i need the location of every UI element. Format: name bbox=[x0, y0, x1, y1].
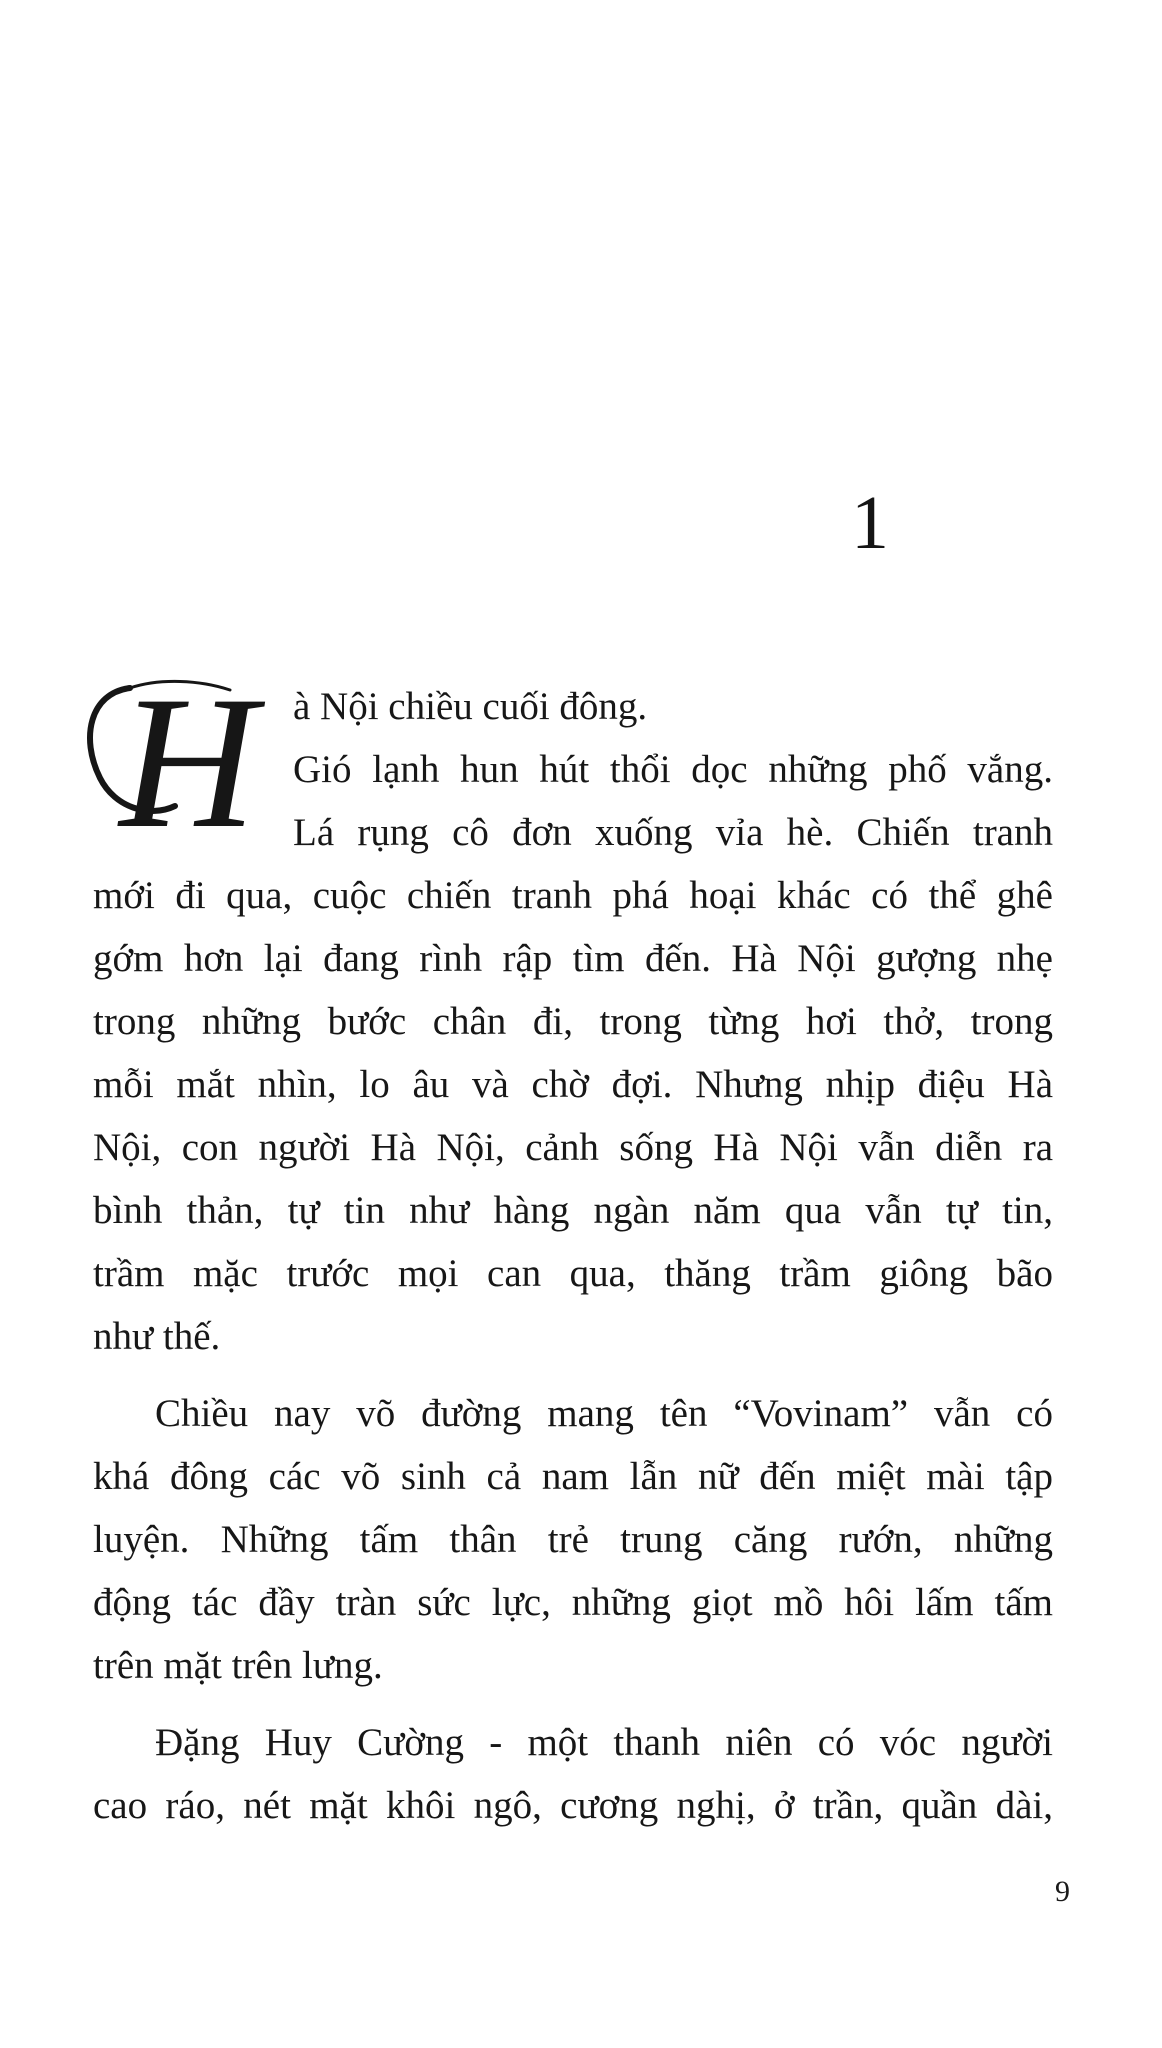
text-line: Gió lạnh hun hút thổi dọc những phố vắng. bbox=[293, 748, 1053, 791]
text-line: à Nội chiều cuối đông. bbox=[293, 685, 648, 728]
text-line: mới đi qua, cuộc chiến tranh phá hoại khác có thể ghê bbox=[93, 874, 1053, 917]
text-line: Lá rụng cô đơn xuống vỉa hè. Chiến tranh bbox=[293, 811, 1053, 854]
page-number: 9 bbox=[1055, 1875, 1070, 1908]
text-line: trầm mặc trước mọi can qua, thăng trầm giông bão bbox=[93, 1252, 1053, 1295]
drop-cap-text: H bbox=[119, 668, 257, 848]
text-line: trên mặt trên lưng. bbox=[93, 1644, 383, 1687]
text-line: Chiều nay võ đường mang tên “Vovinam” vẫn có bbox=[155, 1392, 1053, 1435]
text-line: trong những bước chân đi, trong từng hơi thở, trong bbox=[93, 1000, 1053, 1043]
chapter-number: 1 bbox=[851, 481, 889, 565]
text-line: gớm hơn lại đang rình rập tìm đến. Hà Nội gượng nhẹ bbox=[93, 937, 1053, 980]
text-line: mỗi mắt nhìn, lo âu và chờ đợi. Nhưng nhịp điệu Hà bbox=[93, 1063, 1053, 1106]
text-line: Đặng Huy Cường - một thanh niên có vóc người bbox=[155, 1721, 1053, 1764]
text-line: bình thản, tự tin như hàng ngàn năm qua vẫn tự tin, bbox=[93, 1189, 1053, 1232]
text-line: động tác đầy tràn sức lực, những giọt mồ hôi lấm tấm bbox=[93, 1581, 1053, 1624]
text-line: luyện. Những tấm thân trẻ trung căng rướn, những bbox=[93, 1518, 1053, 1561]
text-line: như thế. bbox=[93, 1315, 221, 1358]
drop-cap-glyph bbox=[80, 668, 280, 848]
drop-cap-letter bbox=[80, 668, 280, 848]
text-line: cao ráo, nét mặt khôi ngô, cương nghị, ở trần, quần dài, bbox=[93, 1784, 1053, 1827]
text-line: Nội, con người Hà Nội, cảnh sống Hà Nội vẫn diễn ra bbox=[93, 1126, 1053, 1169]
text-line: khá đông các võ sinh cả nam lẫn nữ đến miệt mài tập bbox=[93, 1455, 1053, 1498]
